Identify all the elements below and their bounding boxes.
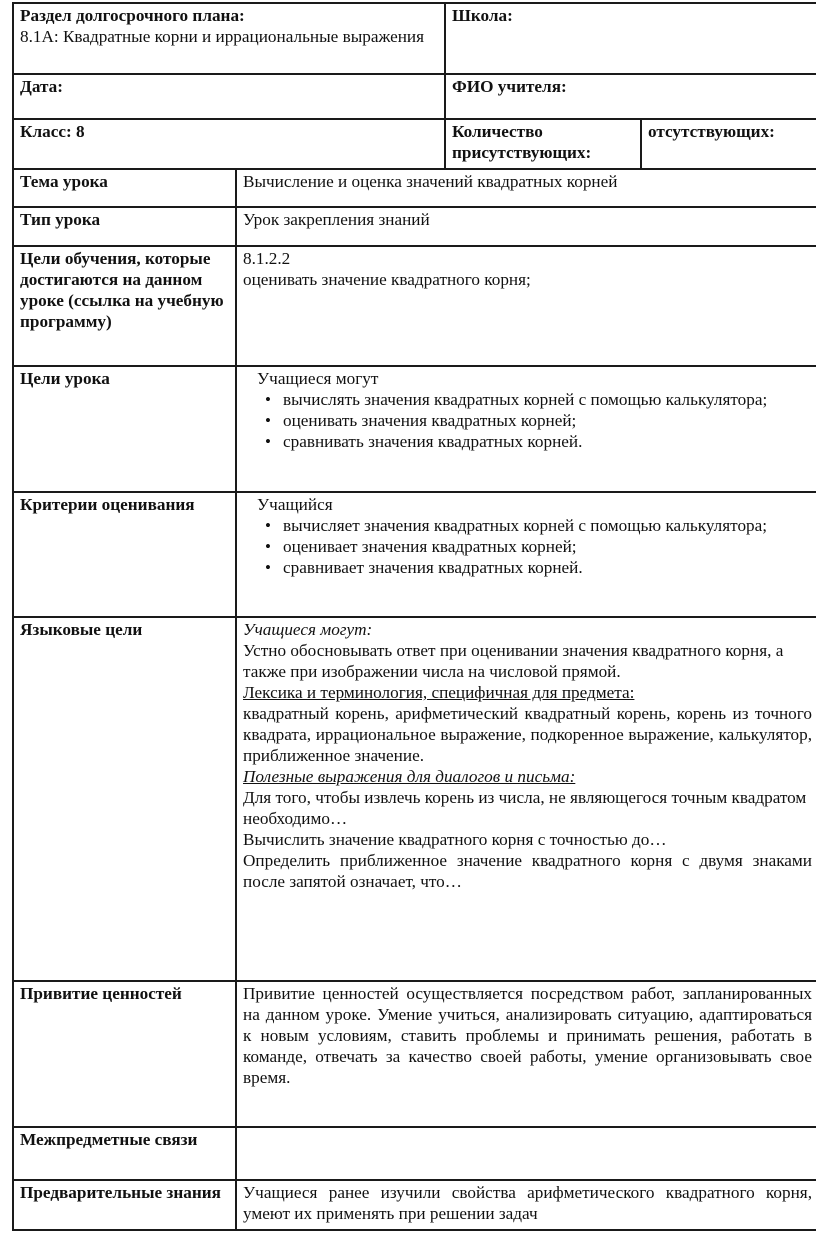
prior-text: Учащиеся ранее изучили свойства арифметического квадратного корня, умеют их применять при решении задач (236, 1180, 816, 1230)
teacher-label: ФИО учителя: (445, 74, 816, 119)
goals-list (243, 389, 812, 452)
criteria-item: • вычисляет значения квадратных корней с помощью калькулятора; (271, 515, 812, 536)
absent-label: отсутствующих: (641, 119, 816, 169)
criteria-label: Критерии оценивания (13, 492, 236, 617)
criteria-item: • оценивает значения квадратных корней; (271, 536, 812, 557)
vocab-heading: Лексика и терминология, специфичная для предмета: (243, 683, 635, 702)
topic-label: Тема урока (13, 169, 236, 207)
vocab-text: квадратный корень, арифметический квадратный корень, корень из точного квадрата, иррациональное выражение, подкоренное выражение, калькулятор, приближенное значение. (243, 704, 812, 765)
objectives-text: оценивать значение квадратного корня; (243, 270, 531, 289)
goals-cell (236, 366, 816, 492)
goals-item: • оценивать значения квадратных корней; (271, 410, 812, 431)
goals-label: Цели урока (13, 366, 236, 492)
phrase-item: Определить приближенное значение квадратного корня с двумя знаками после запятой означает, что… (243, 851, 812, 891)
criteria-item: • сравнивает значения квадратных корней. (271, 557, 812, 578)
type-value: Урок закрепления знаний (236, 207, 816, 246)
goals-intro: Учащиеся могут (257, 369, 379, 388)
criteria-intro: Учащийся (257, 495, 333, 514)
values-text: Привитие ценностей осуществляется посредством работ, запланированных на данном уроке. Умение учиться, анализировать ситуацию, адаптироваться к новым условиям, ставить проблемы и принимать решения, работать в команде, отвечать за качество своей работы, умение организовывать свое время. (236, 981, 816, 1127)
lesson-table (12, 168, 816, 1231)
criteria-list (243, 515, 812, 578)
phrase-item: Вычислить значение квадратного корня с точностью до… (243, 830, 667, 849)
objectives-label: Цели обучения, которые достигаются на данном уроке (ссылка на учебную программу) (13, 246, 236, 366)
criteria-cell (236, 492, 816, 617)
phrase-item: Для того, чтобы извлечь корень из числа, не являющегося точным квадратом необходимо… (243, 788, 807, 828)
type-label: Тип урока (13, 207, 236, 246)
header-table (12, 2, 816, 170)
section-value: 8.1А: Квадратные корни и иррациональные выражения (20, 27, 425, 46)
school-label: Школа: (445, 3, 816, 74)
values-label: Привитие ценностей (13, 981, 236, 1127)
objectives-code: 8.1.2.2 (243, 249, 291, 268)
date-label: Дата: (13, 74, 445, 119)
present-label: Количество присутствующих: (445, 119, 641, 169)
inter-label: Межпредметные связи (13, 1127, 236, 1180)
phrases-heading: Полезные выражения для диалогов и письма: (243, 767, 576, 786)
goals-item: • вычислять значения квадратных корней с помощью калькулятора; (271, 389, 812, 410)
language-text: Устно обосновывать ответ при оценивании значения квадратного корня, а также при изображении числа на числовой прямой. (243, 641, 784, 681)
goals-item: • сравнивать значения квадратных корней. (271, 431, 812, 452)
topic-value: Вычисление и оценка значений квадратных корней (236, 169, 816, 207)
section-cell (13, 3, 445, 74)
inter-value (236, 1127, 816, 1180)
language-intro: Учащиеся могут: (243, 620, 373, 639)
section-label: Раздел долгосрочного плана: (20, 6, 245, 25)
language-label: Языковые цели (13, 617, 236, 981)
class-label: Класс: 8 (13, 119, 445, 169)
prior-label: Предварительные знания (13, 1180, 236, 1230)
language-cell (236, 617, 816, 981)
objectives-cell (236, 246, 816, 366)
